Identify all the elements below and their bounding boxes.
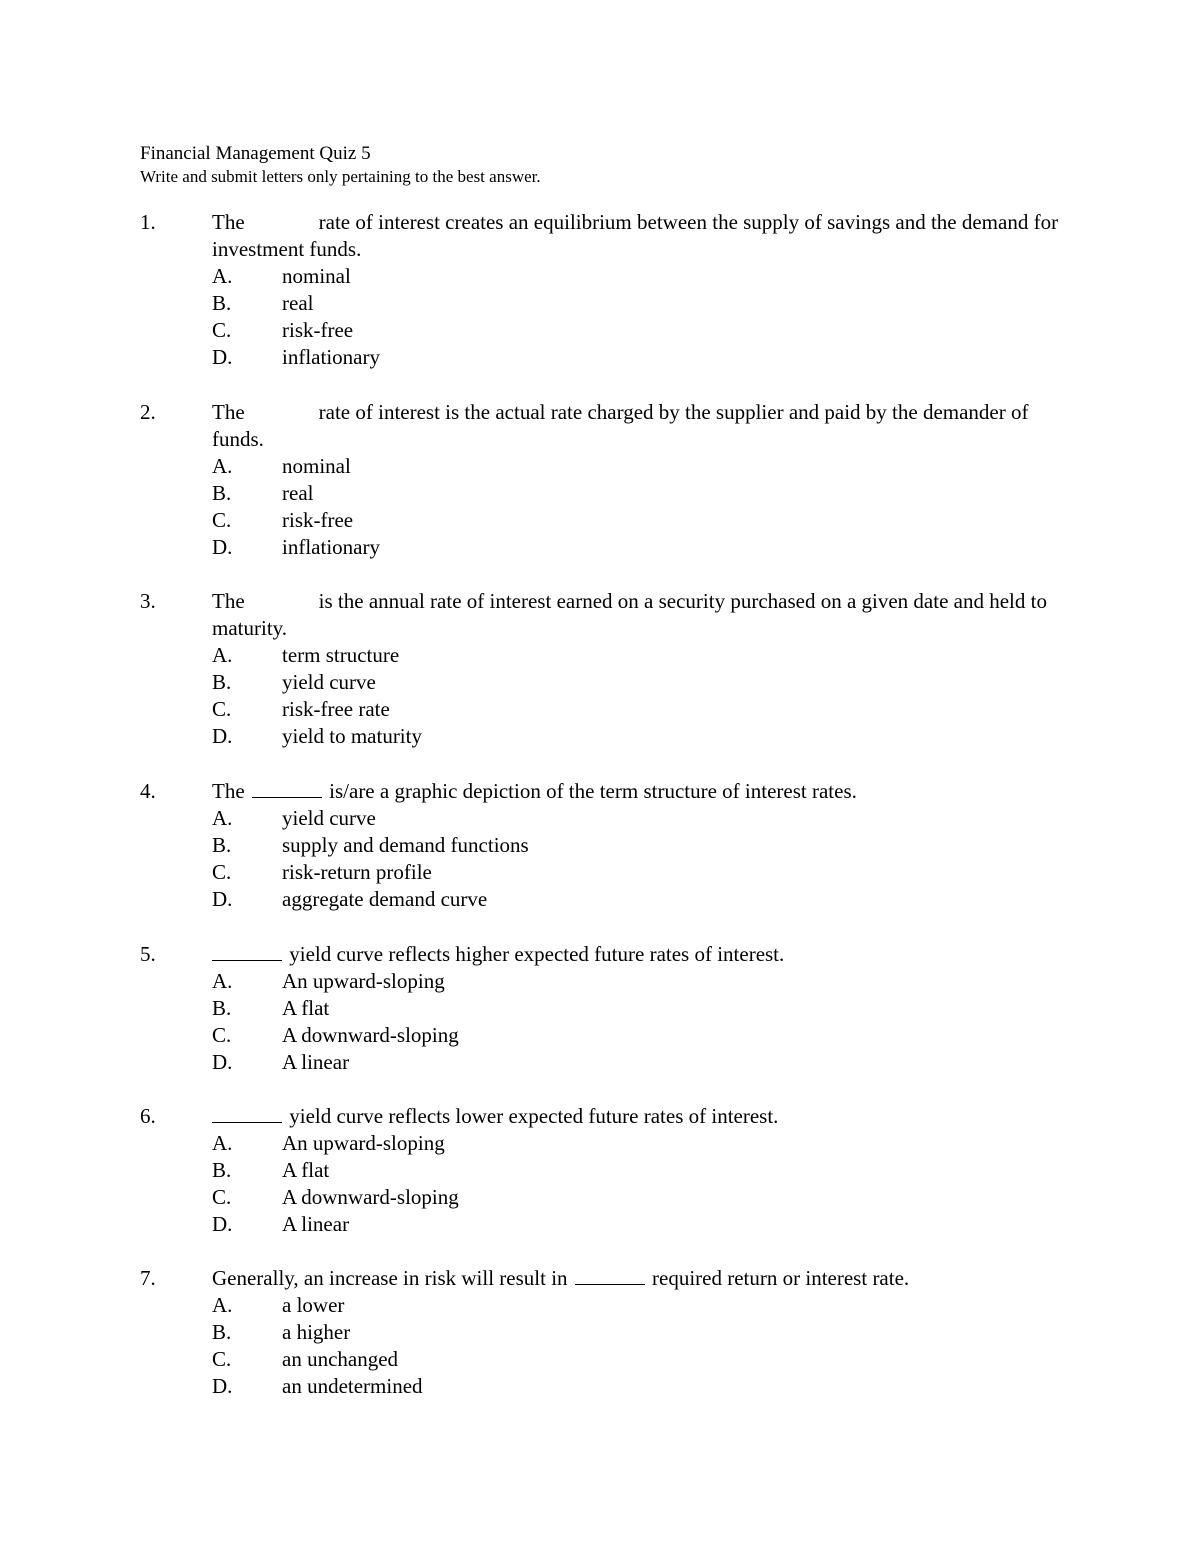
option-text: yield to maturity [282,724,422,748]
option-text: A downward-sloping [282,1185,459,1209]
option-c [212,1184,1070,1211]
question-text-before: The [212,779,245,803]
question-2 [140,399,1070,561]
option-letter: D. [212,724,233,748]
option-d [212,723,1070,750]
option-b [212,995,1070,1022]
question-text [212,1265,1070,1292]
question-5 [140,941,1070,1076]
option-letter: A. [212,643,233,667]
question-text-after: yield curve reflects lower expected future rates of interest. [289,1104,779,1128]
question-text [212,1103,1070,1130]
option-d [212,1211,1070,1238]
question-text [212,588,1070,642]
option-letter: B. [212,996,232,1020]
option-text: a higher [282,1320,351,1344]
option-text: risk-return profile [282,860,432,884]
answer-blank [212,942,282,961]
option-c [212,1346,1070,1373]
option-letter: B. [212,1320,232,1344]
option-d [212,1049,1070,1076]
option-b [212,1319,1070,1346]
option-text: supply and demand functions [282,833,529,857]
option-letter: D. [212,1212,233,1236]
option-text: A linear [282,1050,350,1074]
question-text-after: rate of interest creates an equilibrium between the supply of savings and the demand for investment funds. [212,210,1059,261]
question-number: 7. [140,1266,156,1290]
option-text: risk-free rate [282,697,390,721]
option-text: an undetermined [282,1374,423,1398]
question-text-after: rate of interest is the actual rate charged by the supplier and paid by the demander of funds. [212,400,1029,451]
question-number: 5. [140,942,156,966]
options-list [212,1130,1070,1238]
option-d [212,1373,1070,1400]
question-text-after: required return or interest rate. [652,1266,910,1290]
quiz-title: Financial Management Quiz 5 [140,143,371,164]
option-text: A linear [282,1212,350,1236]
option-letter: A. [212,264,233,288]
option-text: yield curve [282,670,376,694]
question-1 [140,209,1070,371]
option-text: risk-free [282,318,354,342]
option-letter: C. [212,1185,232,1209]
option-letter: C. [212,318,232,342]
option-c [212,317,1070,344]
option-a [212,453,1070,480]
options-list [212,263,1070,371]
question-number: 2. [140,400,156,424]
option-letter: C. [212,508,232,532]
option-letter: C. [212,860,232,884]
question-text-after: yield curve reflects higher expected future rates of interest. [289,942,785,966]
options-list [212,1292,1070,1400]
option-text: yield curve [282,806,376,830]
option-text: nominal [282,454,351,478]
question-text [212,778,1070,805]
option-b [212,669,1070,696]
option-letter: B. [212,481,232,505]
options-list [212,453,1070,561]
question-text-after: is/are a graphic depiction of the term structure of interest rates. [329,779,857,803]
option-letter: A. [212,969,233,993]
option-letter: B. [212,833,232,857]
option-b [212,290,1070,317]
options-list [212,642,1070,750]
option-letter: D. [212,345,233,369]
option-a [212,1292,1070,1319]
option-text: A downward-sloping [282,1023,459,1047]
option-d [212,534,1070,561]
question-number: 4. [140,779,156,803]
answer-blank [252,779,322,798]
question-text-after: is the annual rate of interest earned on a security purchased on a given date and held to maturity. [212,589,1047,640]
option-b [212,1157,1070,1184]
answer-blank [212,1104,282,1123]
option-letter: C. [212,1023,232,1047]
option-b [212,832,1070,859]
option-text: an unchanged [282,1347,399,1371]
question-number: 1. [140,210,156,234]
option-letter: A. [212,454,233,478]
options-list [212,968,1070,1076]
option-letter: A. [212,1293,233,1317]
option-text: term structure [282,643,400,667]
answer-blank [575,1266,645,1285]
option-a [212,968,1070,995]
option-letter: A. [212,1131,233,1155]
option-letter: D. [212,887,233,911]
option-c [212,507,1070,534]
question-text-before: The [212,589,245,613]
option-letter: C. [212,697,232,721]
option-text: An upward-sloping [282,969,445,993]
quiz-instructions: Write and submit letters only pertaining to the best answer. [140,167,541,186]
quiz-header [140,142,1100,188]
option-a [212,805,1070,832]
option-letter: D. [212,535,233,559]
option-text: inflationary [282,535,380,559]
option-text: a lower [282,1293,345,1317]
question-number: 3. [140,589,156,613]
question-number: 6. [140,1104,156,1128]
option-text: real [282,481,314,505]
question-text [212,941,1070,968]
options-list [212,805,1070,913]
option-text: risk-free [282,508,354,532]
option-text: A flat [282,996,330,1020]
option-text: aggregate demand curve [282,887,488,911]
question-6 [140,1103,1070,1238]
option-letter: B. [212,291,232,315]
question-text-before: Generally, an increase in risk will result in [212,1266,568,1290]
question-7 [140,1265,1070,1400]
option-c [212,859,1070,886]
option-letter: B. [212,1158,232,1182]
option-text: A flat [282,1158,330,1182]
question-3 [140,588,1070,750]
question-text [212,209,1070,263]
option-b [212,480,1070,507]
option-d [212,344,1070,371]
option-letter: B. [212,670,232,694]
option-a [212,642,1070,669]
option-a [212,263,1070,290]
question-4 [140,778,1070,913]
question-text-before: The [212,210,245,234]
option-letter: C. [212,1347,232,1371]
option-text: inflationary [282,345,380,369]
option-a [212,1130,1070,1157]
option-letter: A. [212,806,233,830]
option-text: An upward-sloping [282,1131,445,1155]
option-c [212,696,1070,723]
option-d [212,886,1070,913]
option-letter: D. [212,1374,233,1398]
question-text [212,399,1070,453]
option-letter: D. [212,1050,233,1074]
option-text: real [282,291,314,315]
question-text-before: The [212,400,245,424]
option-text: nominal [282,264,351,288]
option-c [212,1022,1070,1049]
